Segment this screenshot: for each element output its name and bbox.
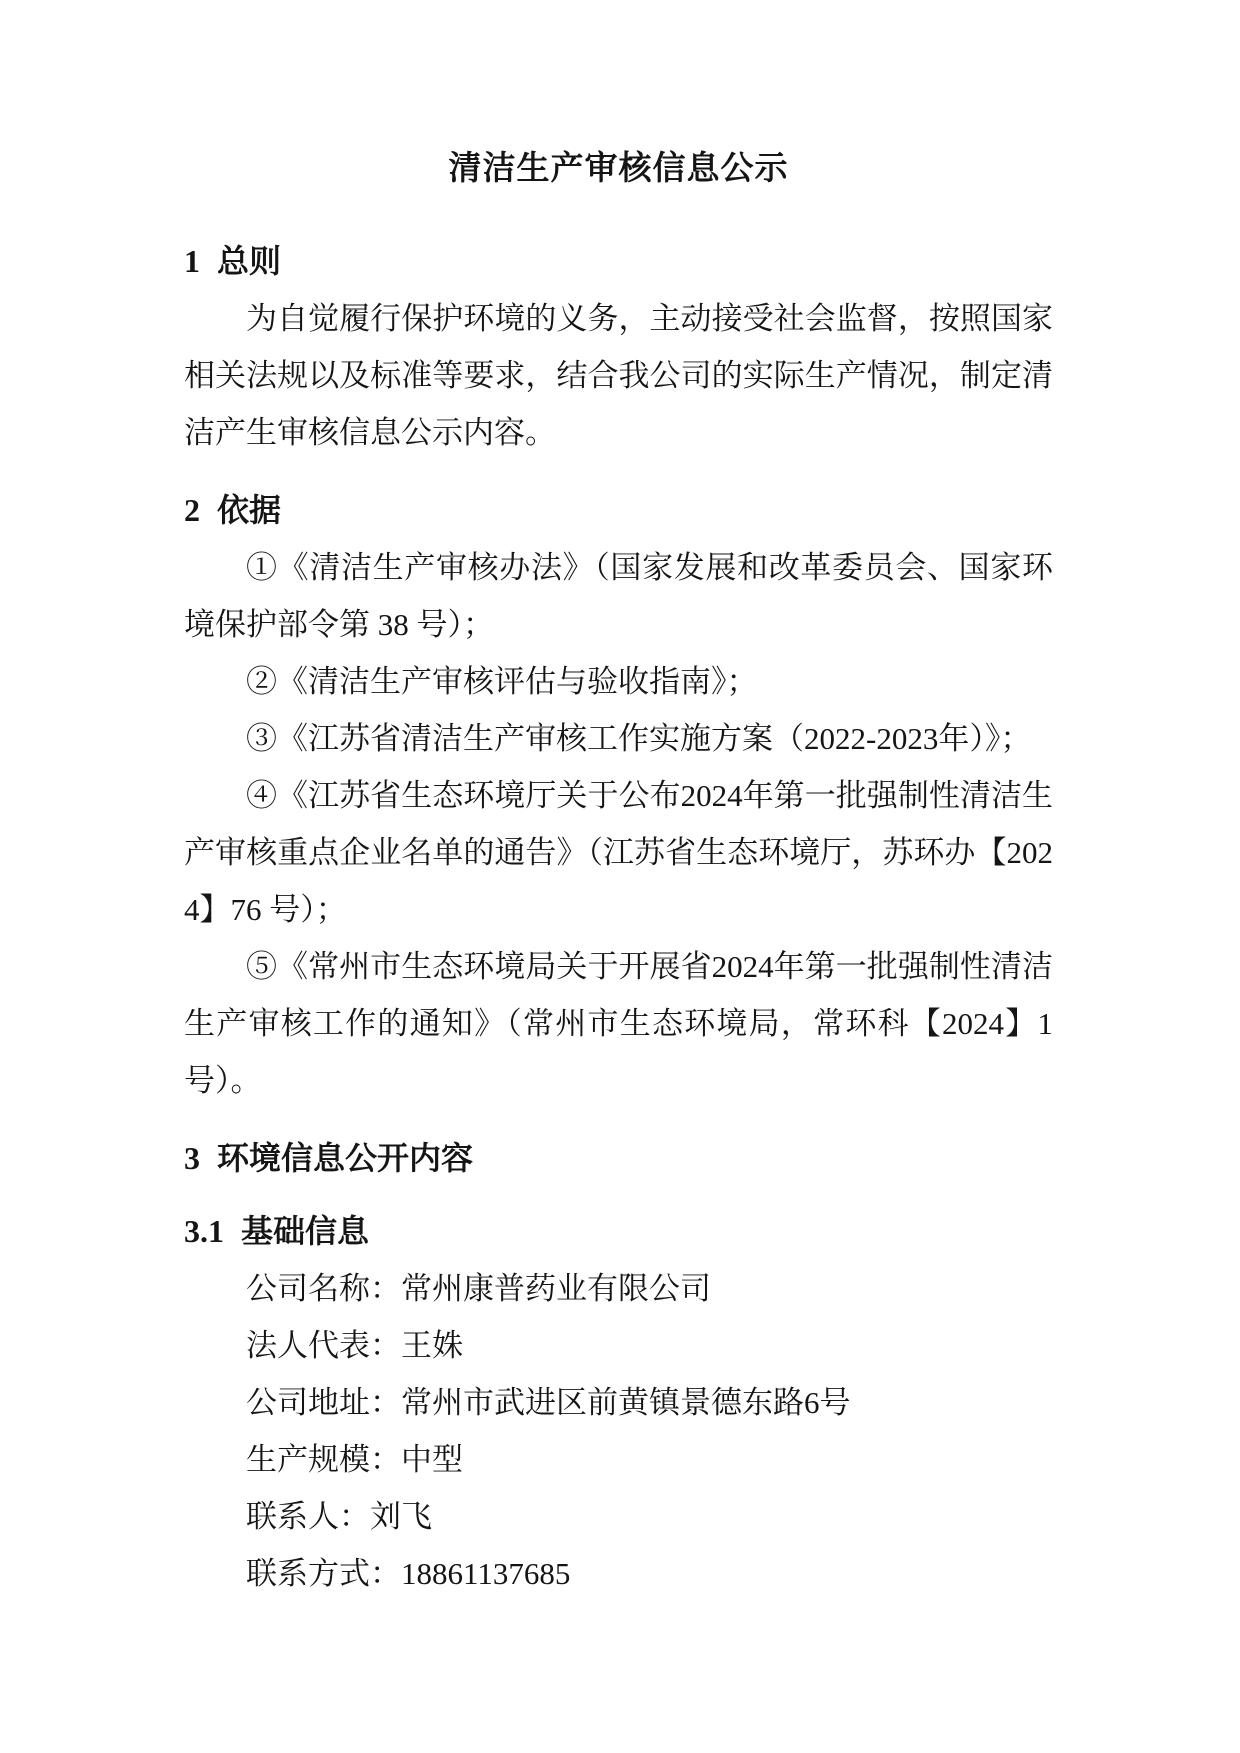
info-field-production-scale: 生产规模：中型 — [246, 1442, 463, 1477]
section-1-heading — [184, 233, 1053, 290]
reference-item-4: ④《江苏省生态环境厅关于公布2024年第一批强制性清洁生产审核重点企业名单的通告》（江苏省生态环境厅，苏环办【2024】76 号）； — [184, 778, 1053, 927]
section-3-title: 环境信息公开内容 — [217, 1140, 474, 1176]
section-3-1-title: 基础信息 — [241, 1213, 370, 1249]
section-2-title: 依据 — [217, 492, 282, 528]
section-3-heading — [184, 1130, 1053, 1187]
info-field-company-name: 公司名称：常州康普药业有限公司 — [246, 1271, 711, 1306]
document-title: 清洁生产审核信息公示 — [448, 151, 789, 187]
section-1-title: 总则 — [217, 243, 282, 279]
section-3-1-number: 3.1 — [184, 1213, 224, 1249]
reference-item-1: ①《清洁生产审核办法》（国家发展和改革委员会、国家环境保护部令第 38 号）； — [184, 550, 1053, 642]
info-field-legal-representative: 法人代表：王姝 — [246, 1328, 463, 1363]
info-field-contact-person: 联系人：刘飞 — [246, 1499, 432, 1534]
section-2-heading — [184, 482, 1053, 539]
section-3-1-heading — [184, 1203, 1053, 1260]
section-1-paragraph: 为自觉履行保护环境的义务，主动接受社会监督，按照国家相关法规以及标准等要求，结合我公司的实际生产情况，制定清洁产生审核信息公示内容。 — [184, 301, 1053, 450]
section-3-number: 3 — [184, 1140, 200, 1176]
section-1-number: 1 — [184, 243, 200, 279]
info-field-company-address: 公司地址：常州市武进区前黄镇景德东路6号 — [246, 1385, 851, 1420]
section-2-number: 2 — [184, 492, 200, 528]
reference-item-2: ②《清洁生产审核评估与验收指南》； — [246, 664, 758, 699]
reference-item-5: ⑤《常州市生态环境局关于开展省2024年第一批强制性清洁生产审核工作的通知》（常州市生态环境局，常环科【2024】1号）。 — [184, 949, 1053, 1098]
reference-item-3: ③《江苏省清洁生产审核工作实施方案（2022-2023年）》； — [246, 721, 1032, 756]
info-field-contact-phone: 联系方式：18861137685 — [246, 1556, 571, 1591]
